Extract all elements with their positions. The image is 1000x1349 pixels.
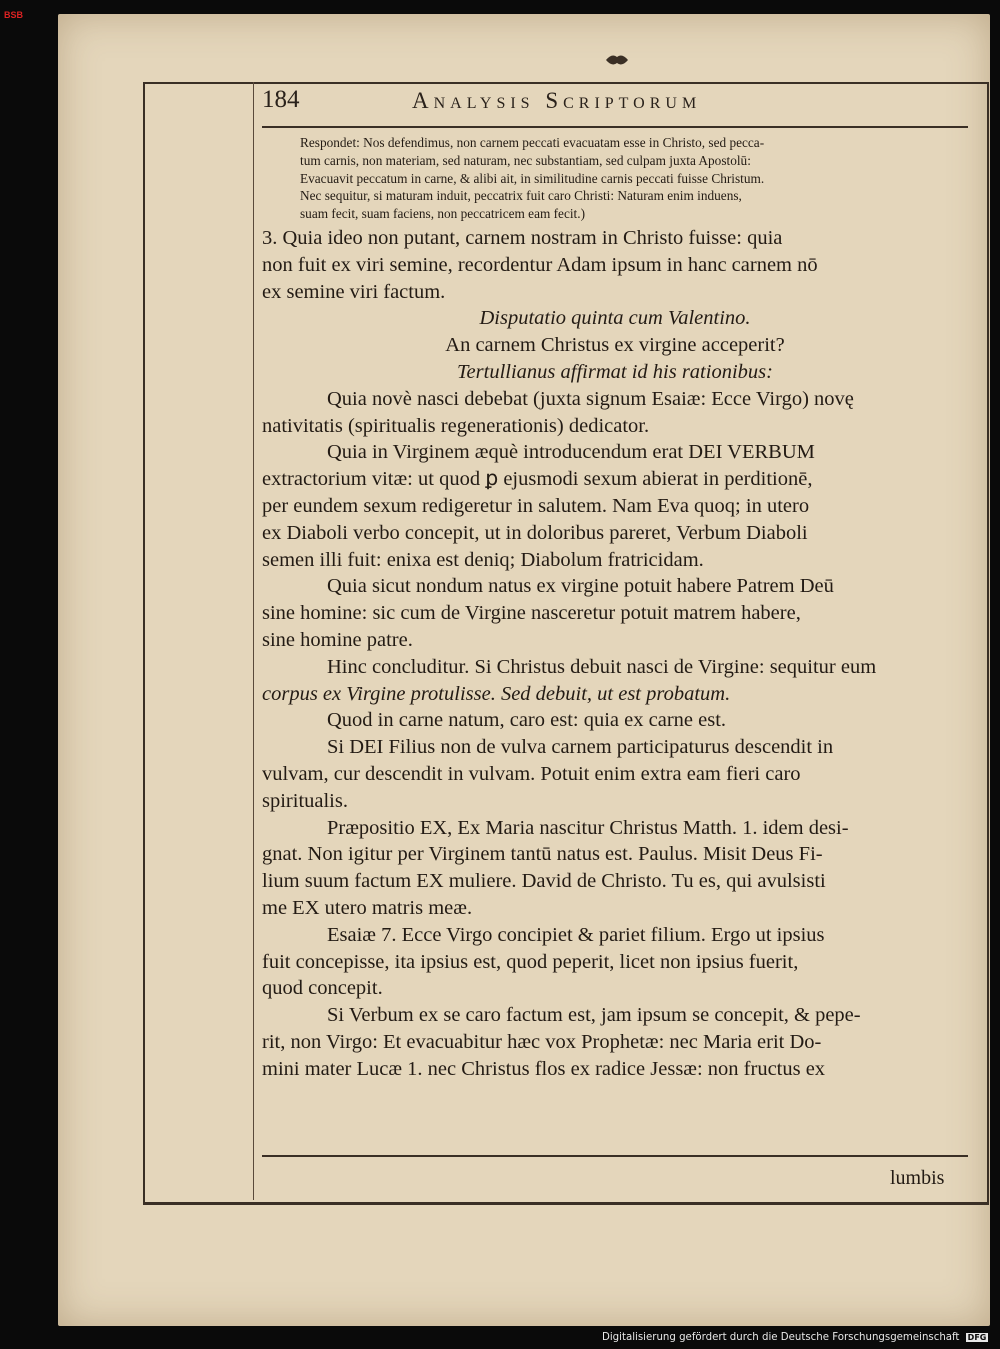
text-line: nativitatis (spiritualis regenerationis) dedicator. [262, 414, 650, 437]
text-line: me EX utero matris meæ. [262, 896, 473, 919]
text-line: Quod in carne natum, caro est: quia ex carne est. [327, 709, 727, 732]
text-line: per eundem sexum redigeretur in salutem. Nam Eva quoq; in utero [262, 494, 810, 517]
text-line: ex Diaboli verbo concepit, ut in doloribus pareret, Verbum Diaboli [262, 521, 808, 544]
text-line: Si Verbum ex se caro factum est, jam ipsum se concepit, & pepe- [327, 1004, 861, 1027]
text-line: spiritualis. [262, 789, 348, 812]
text-line: non fuit ex viri semine, recordentur Adam ipsum in hanc carnem nō [262, 253, 818, 276]
text-line: ex semine viri factum. [262, 280, 446, 303]
inner-margin-rule [253, 82, 254, 1200]
text-line: Si DEI Filius non de vulva carnem participaturus descendit in [327, 736, 834, 759]
text-line: corpus ex Virgine protulisse. Sed debuit, ut est probatum. [262, 682, 731, 705]
text-line: fuit concepisse, ita ipsius est, quod peperit, licet non ipsius fuerit, [262, 950, 799, 973]
text-line: lium suum factum EX muliere. David de Christo. Tu es, qui avulsisti [262, 870, 826, 893]
text-line: rit, non Virgo: Et evacuabitur hæc vox Prophetæ: nec Maria erit Do- [262, 1030, 822, 1053]
bottom-rule [262, 1155, 968, 1157]
text-line: Hinc concluditur. Si Christus debuit nasci de Virgine: sequitur eum [327, 655, 877, 678]
text-line: sine homine: sic cum de Virgine nasceretur potuit matrem habere, [262, 602, 801, 625]
body-text [262, 225, 968, 1083]
note-line: Evacuavit peccatum in carne, & alibi ait, in similitudine carnis peccati fuisse Christum. [300, 170, 765, 186]
note-line: tum carnis, non materiam, sed naturam, nec substantiam, sed culpam juxta Apostolū: [300, 152, 751, 168]
text-line: Esaiæ 7. Ecce Virgo concipiet & pariet filium. Ergo ut ipsius [327, 923, 825, 946]
page-header [262, 86, 968, 120]
note-line: Nec sequitur, si maturam induit, peccatrix fuit caro Christi: Naturam enim induens, [300, 188, 742, 204]
text-line: An carnem Christus ex virgine acceperit? [445, 334, 785, 357]
ornament-icon [604, 52, 630, 68]
text-line: Disputatio quinta cum Valentino. [479, 307, 751, 330]
header-rule [262, 126, 968, 128]
text-line: semen illi fuit: enixa est deniq; Diabolum fratricidam. [262, 548, 704, 571]
text-line: Quia in Virginem æquè introducendum erat DEI VERBUM [327, 441, 815, 464]
text-line: quod concepit. [262, 977, 383, 1000]
text-line: gnat. Non igitur per Virginem tantū natus est. Paulus. Misit Deus Fi- [262, 843, 823, 866]
text-line: 3. Quia ideo non putant, carnem nostram in Christo fuisse: quia [262, 226, 783, 249]
digitization-credit [602, 1332, 988, 1343]
running-title: Analysis Scriptorum [412, 88, 702, 113]
text-line: sine homine patre. [262, 628, 413, 651]
library-mark: BSB [4, 10, 24, 20]
text-line: vulvam, cur descendit in vulvam. Potuit enim extra eam fieri caro [262, 762, 801, 785]
catchword: lumbis [890, 1167, 945, 1189]
page-text [262, 134, 968, 1082]
dfg-logo: DFG [967, 1333, 987, 1342]
text-line: Quia novè nasci debebat (juxta signum Esaiæ: Ecce Virgo) novę [327, 387, 854, 410]
credit-text: Digitalisierung gefördert durch die Deutsche Forschungsgemeinschaft [602, 1332, 960, 1343]
marginal-note [262, 134, 968, 223]
text-line: Tertullianus affirmat id his rationibus: [457, 360, 773, 383]
text-line: Præpositio EX, Ex Maria nascitur Christus Matth. 1. idem desi- [327, 816, 849, 839]
page-number: 184 [262, 86, 300, 113]
text-line: extractorium vitæ: ut quod ꝑ ejusmodi sexum abierat in perditionē, [262, 468, 813, 491]
note-line: Respondet: Nos defendimus, non carnem peccati evacuatam esse in Christo, sed pecca- [300, 135, 765, 150]
text-line: mini mater Lucæ 1. nec Christus flos ex radice Jessæ: non fructus ex [262, 1057, 826, 1080]
text-line: Quia sicut nondum natus ex virgine potuit habere Patrem Deū [327, 575, 834, 598]
note-line: suam fecit, suam faciens, non peccatricem eam fecit.) [300, 206, 586, 222]
